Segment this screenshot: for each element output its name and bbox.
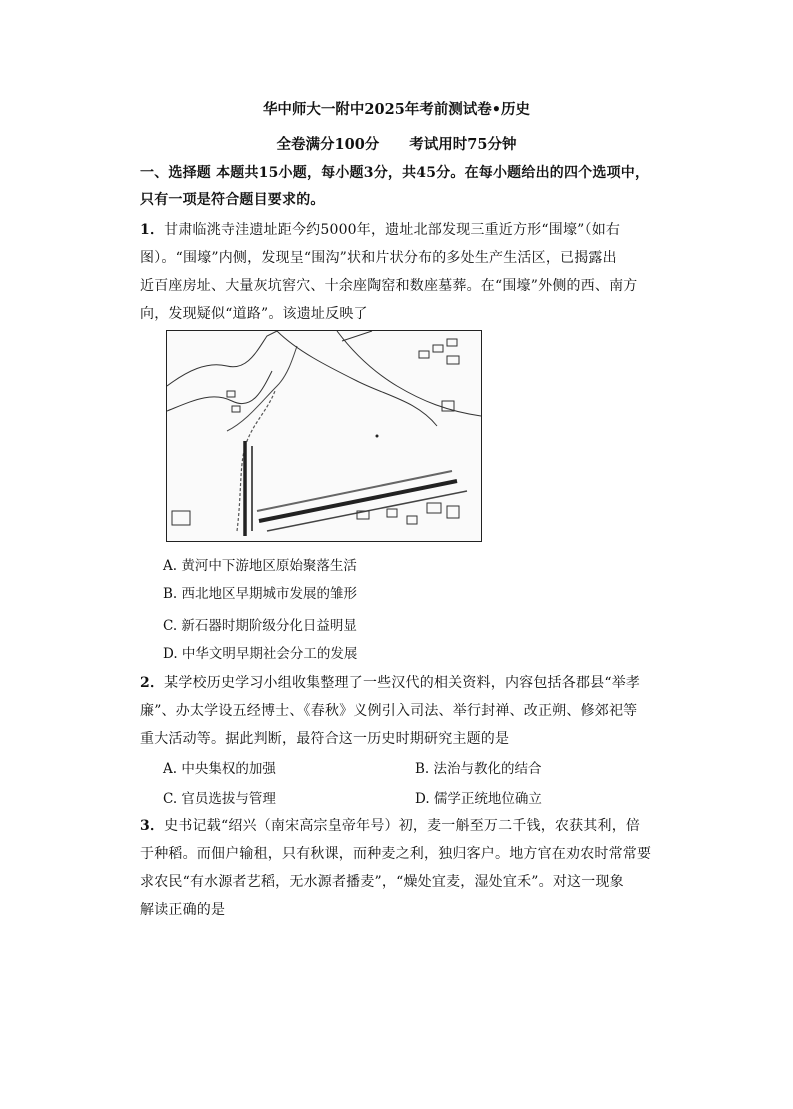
q2-option-c[interactable]: C. 官员选拔与管理 xyxy=(163,791,276,807)
full-score: 全卷满分100分 xyxy=(276,136,380,153)
question-3-number: 3． xyxy=(140,818,165,834)
page-title: 华中师大一附中2025年考前测试卷•历史 xyxy=(262,101,531,118)
section-instruction-line-1: 一、选择题 本题共15小题，每小题3分，共45分。在每小题给出的四个选项中， xyxy=(140,165,650,181)
q2-option-a[interactable]: A. 中央集权的加强 xyxy=(163,761,276,777)
question-3-line-4: 解读正确的是 xyxy=(140,902,226,918)
site-map-figure xyxy=(166,330,482,542)
question-1-line-3: 近百座房址、大量灰坑窖穴、十余座陶窑和数座墓葬。在“围壕”外侧的西、南方 xyxy=(140,278,638,294)
q2-option-d[interactable]: D. 儒学正统地位确立 xyxy=(415,791,542,807)
question-1-line-1: 1．甘肃临洮寺洼遗址距今约5000年，遗址北部发现三重近方形“围壕”（如右 xyxy=(140,222,621,238)
question-1-number: 1． xyxy=(140,222,165,238)
exam-info xyxy=(0,133,793,154)
q1-option-b[interactable]: B. 西北地区早期城市发展的雏形 xyxy=(163,586,358,602)
site-map-drawing xyxy=(167,331,481,541)
question-1-line-2: 图）。“围壕”内侧，发现呈“围沟”状和片状分布的多处生产生活区，已揭露出 xyxy=(140,250,617,266)
question-1-line-4: 向，发现疑似“道路”。该遗址反映了 xyxy=(140,306,368,322)
question-2-line-3: 重大活动等。据此判断，最符合这一历史时期研究主题的是 xyxy=(140,731,510,747)
q1-option-a[interactable]: A. 黄河中下游地区原始聚落生活 xyxy=(163,558,357,574)
exam-time: 考试用时75分钟 xyxy=(409,136,517,153)
question-3-line-1: 3．史书记载“绍兴（南宋高宗皇帝年号）初，麦一斛至万二千钱，农获其利，倍 xyxy=(140,818,641,834)
question-2-line-2: 廉”、办太学设五经博士、《春秋》义例引入司法、举行封禅、改正朔、修郊祀等 xyxy=(140,703,638,719)
q1-option-c[interactable]: C. 新石器时期阶级分化日益明显 xyxy=(163,618,357,634)
question-3-line-2: 于种稻。而佃户输租，只有秋课，而种麦之利，独归客户。地方官在劝农时常常要 xyxy=(140,846,652,862)
section-instruction-line-2: 只有一项是符合题目要求的。 xyxy=(140,192,325,208)
question-2-number: 2． xyxy=(140,675,165,691)
question-2-line-1: 2．某学校历史学习小组收集整理了一些汉代的相关资料，内容包括各郡县“举孝 xyxy=(140,675,641,691)
q2-option-b[interactable]: B. 法治与教化的结合 xyxy=(415,761,542,777)
question-3-line-3: 求农民“有水源者艺稻，无水源者播麦”，“燥处宜麦，湿处宜禾”。对这一现象 xyxy=(140,874,624,890)
q1-option-d[interactable]: D. 中华文明早期社会分工的发展 xyxy=(163,646,358,662)
